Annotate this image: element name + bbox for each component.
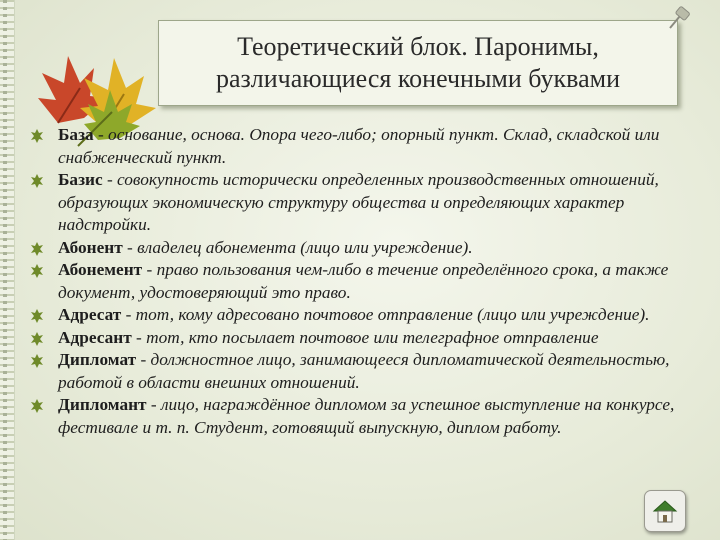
pin-icon (666, 6, 692, 32)
term-label: Дипломат (58, 350, 137, 369)
slide-title: Теоретический блок. Паронимы, различающиеся конечными буквами (215, 32, 620, 93)
term-label: Базис (58, 170, 103, 189)
definition-text: - тот, кому адресовано почтовое отправление (лицо или учреждение). (121, 305, 650, 324)
term-label: Дипломант (58, 395, 147, 414)
definition-text: - лицо, награждённое дипломом за успешное выступление на конкурсе, фестивале и т. п. Студент, готовящий выпускную, диплом работу. (58, 395, 675, 437)
definition-text: - тот, кто посылает почтовое или телеграфное отправление (131, 327, 599, 347)
leaf-bullet-icon (30, 264, 44, 278)
home-button[interactable] (644, 490, 686, 532)
definition-text: - владелец абонемента (лицо или учреждение). (122, 237, 473, 257)
definitions-list (30, 124, 706, 439)
term-label: Абонемент (58, 260, 143, 279)
definition-text: - право пользования чем-либо в течение определённого срока, а также документ, удостоверяющий это право. (58, 260, 669, 302)
list-item (30, 327, 706, 350)
list-item (30, 237, 706, 260)
leaf-bullet-icon (30, 399, 44, 413)
definition-text: - должностное лицо, занимающееся дипломатической деятельностью, работой в области внешних отношений. (58, 350, 670, 392)
list-item (30, 169, 706, 237)
term-label: Адресат (58, 305, 122, 324)
term-label: Абонент (58, 237, 123, 257)
list-item (30, 259, 706, 304)
definition-text: - совокупность исторически определенных производственных отношений, образующих экономическую структуру общества и определяющих характер надстройки. (58, 170, 659, 234)
notebook-binding (0, 0, 15, 540)
leaf-bullet-icon (30, 354, 44, 368)
leaf-bullet-icon (30, 332, 44, 346)
title-box (158, 20, 678, 106)
leaf-bullet-icon (30, 309, 44, 323)
definition-text: - основание, основа. Опора чего-либо; опорный пункт. Склад, складской или снабженческий пункт. (58, 125, 660, 167)
list-item (30, 394, 706, 439)
leaf-bullet-icon (30, 174, 44, 188)
list-item (30, 349, 706, 394)
list-item (30, 304, 706, 327)
home-icon (651, 497, 679, 525)
leaf-bullet-icon (30, 129, 44, 143)
list-item (30, 124, 706, 169)
term-label: База (58, 125, 94, 144)
term-label: Адресант (58, 327, 132, 347)
leaf-bullet-icon (30, 242, 44, 256)
